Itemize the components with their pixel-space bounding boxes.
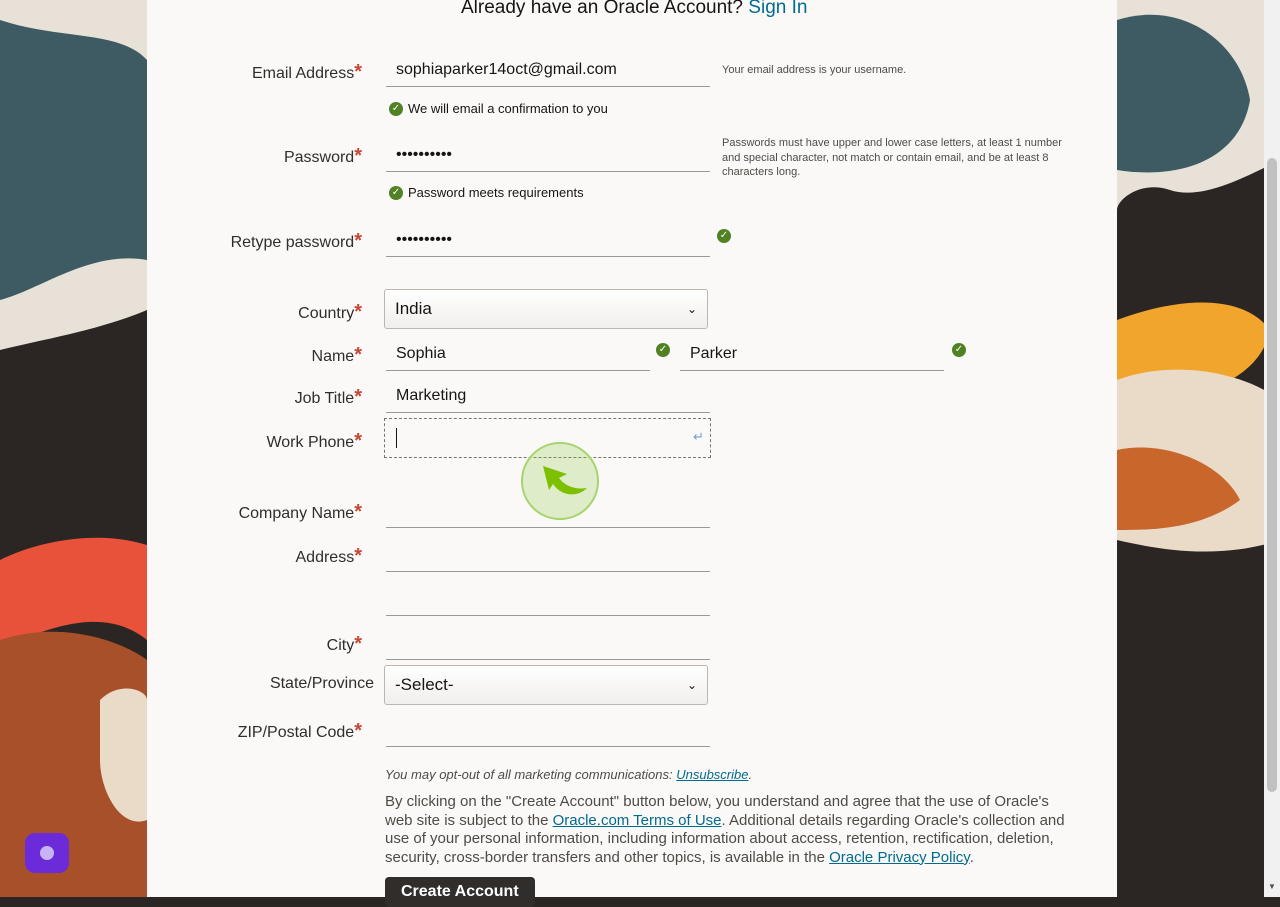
optout-text: You may opt-out of all marketing communications: [385, 767, 673, 782]
chat-widget-button[interactable] [25, 833, 69, 873]
required-marker: * [354, 301, 362, 323]
signin-prompt [461, 0, 807, 19]
vertical-scrollbar[interactable] [1264, 0, 1280, 897]
address-line1-field[interactable] [386, 538, 710, 572]
state-select-value: -Select- [395, 675, 454, 694]
retype-password-label-text: Retype password [230, 234, 355, 251]
address-line2-field[interactable] [386, 582, 710, 616]
country-select-value: India [395, 299, 432, 318]
city-label [132, 633, 362, 655]
city-field[interactable] [386, 626, 710, 660]
company-name-field[interactable] [386, 494, 710, 528]
scroll-down-arrow-icon[interactable]: ▼ [1268, 882, 1276, 891]
company-name-label [132, 501, 362, 523]
country-label [132, 301, 362, 323]
job-title-field[interactable] [386, 379, 710, 413]
unsubscribe-link[interactable]: Unsubscribe [676, 767, 749, 782]
retype-password-label [132, 230, 362, 252]
country-select[interactable] [384, 289, 708, 329]
required-marker: * [354, 720, 362, 742]
privacy-policy-link[interactable]: Oracle Privacy Policy [829, 848, 970, 866]
zip-field[interactable] [386, 713, 710, 747]
work-phone-label [132, 430, 362, 452]
email-hint: Your email address is your username. [722, 64, 907, 76]
email-status [389, 101, 608, 116]
enter-key-icon: ↵ [693, 429, 704, 444]
name-label [132, 344, 362, 366]
zip-label [132, 720, 362, 742]
last-name-field[interactable] [680, 337, 944, 371]
optout-notice [385, 767, 752, 782]
address-label-text: Address [295, 549, 355, 566]
check-icon: ✓ [389, 102, 403, 116]
password-status-text: Password meets requirements [408, 185, 584, 200]
city-label-text: City [326, 637, 355, 654]
consent-part2: . Additional details regarding Oracle's collection and use of your personal information, including information about access, retention, rectification, deletion, security, cross-border transfers and other topics, is available in the [385, 811, 1065, 866]
state-label-text: State/Province [269, 675, 374, 692]
email-status-text: We will email a confirmation to you [408, 101, 608, 116]
required-marker: * [354, 545, 362, 567]
consent-end: . [969, 848, 974, 866]
check-icon: ✓ [389, 186, 403, 200]
create-account-button[interactable]: Create Account [385, 877, 535, 907]
consent-text [385, 793, 1065, 867]
password-field[interactable] [386, 138, 710, 172]
password-hint: Passwords must have upper and lower case letters, at least 1 number and special character, not match or contain email, and be at least 8 characters long. [722, 137, 1062, 178]
name-label-text: Name [311, 348, 355, 365]
first-name-check-icon: ✓ [656, 343, 670, 357]
state-select[interactable] [384, 665, 708, 705]
required-marker: * [354, 430, 362, 452]
chevron-down-icon: ⌄ [686, 302, 697, 316]
text-cursor [396, 428, 397, 448]
chat-icon [40, 846, 54, 860]
required-marker: * [354, 633, 362, 655]
signin-link[interactable]: Sign In [748, 0, 808, 18]
company-name-label-text: Company Name [238, 505, 355, 522]
signin-prompt-text: Already have an Oracle Account? [461, 0, 744, 18]
consent-part1: By clicking on the "Create Account" button below, you understand and agree that the use of Oracle's web site is subject to the [385, 793, 1049, 829]
optout-end: . [748, 767, 753, 782]
password-status [389, 185, 584, 200]
email-field[interactable] [386, 53, 710, 87]
required-marker: * [354, 230, 362, 252]
password-label [132, 145, 362, 167]
retype-password-field[interactable] [386, 223, 710, 257]
email-label [132, 61, 362, 83]
job-title-label-text: Job Title [294, 390, 355, 407]
required-marker: * [354, 386, 362, 408]
chevron-down-icon: ⌄ [686, 678, 697, 692]
job-title-label [132, 386, 362, 408]
password-label-text: Password [283, 149, 355, 166]
last-name-check-icon: ✓ [952, 343, 966, 357]
retype-valid-check-icon: ✓ [717, 229, 731, 243]
required-marker: * [354, 344, 362, 366]
required-marker: * [354, 501, 362, 523]
work-phone-label-text: Work Phone [266, 434, 355, 451]
first-name-field[interactable] [386, 337, 650, 371]
country-label-text: Country [298, 305, 355, 322]
terms-of-use-link[interactable]: Oracle.com Terms of Use [552, 811, 722, 829]
required-marker: * [354, 61, 362, 83]
address-label [132, 545, 362, 567]
scrollbar-thumb[interactable] [1267, 158, 1277, 792]
email-label-text: Email Address [251, 65, 355, 82]
state-label [144, 675, 374, 693]
required-marker: * [354, 145, 362, 167]
zip-label-text: ZIP/Postal Code [237, 724, 355, 741]
